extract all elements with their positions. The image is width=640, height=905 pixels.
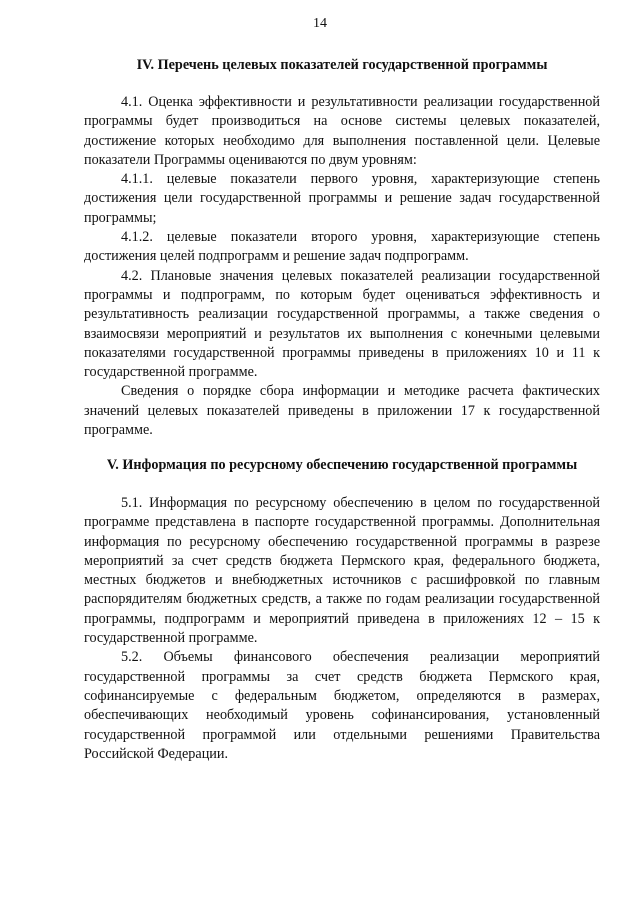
paragraph-4-1-1: 4.1.1. целевые показатели первого уровня, характеризующие степень достижения цели государственной программы и решение задач государственной программы; xyxy=(84,171,600,226)
paragraph-4-1-2: 4.1.2. целевые показатели второго уровня, характеризующие степень достижения целей подпрограмм и решение задач подпрограмм. xyxy=(84,229,600,265)
section-5-body xyxy=(84,494,600,764)
paragraph-4-2: 4.2. Плановые значения целевых показателей реализации государственной программы и подпрограмм, по которым будет оцениваться эффективность и результативность реализации государственной программы, а также сведения о взаимосвязи мероприятий и результатов их выполнения с конечными целевыми показателями государственной программы приведены в приложениях 10 и 11 к государственной программе. xyxy=(84,267,600,381)
paragraph-4-1: 4.1. Оценка эффективности и результативности реализации государственной программы будет производиться на основе системы целевых показателей, достижение которых необходимо для выполнения поставленной цели. Целевые показатели Программы оцениваются по двум уровням: xyxy=(84,94,600,168)
paragraph-5-1: 5.1. Информация по ресурсному обеспечению в целом по государственной программе представлена в паспорте государственной программы. Дополнительная информация по ресурсному обеспечению государственной программы в разрезе мероприятий за счет средств бюджета Пермского края, федерального бюджета, местных бюджетов и внебюджетных источников с расшифровкой по главным распорядителям бюджетных средств, а также по годам реализации государственной программы, подпрограмм и мероприятий приведена в приложениях 12 – 15 к государственной программе. xyxy=(84,495,600,647)
paragraph-5-2: 5.2. Объемы финансового обеспечения реализации мероприятий государственной программы за счет средств бюджета Пермского края, софинансируемые с федеральным бюджетом, определяются в размерах, обеспечивающих необходимый уровень софинансирования, установленный государственной программой или отдельными решениями Правительства Российской Федерации. xyxy=(84,649,600,762)
page-number: 14 xyxy=(313,16,327,31)
paragraph-data-collection: Сведения о порядке сбора информации и методике расчета фактических значений целевых показателей приведены в приложении 17 к государственной программе. xyxy=(84,383,600,439)
section-4-body xyxy=(84,93,600,440)
section-4-heading: IV. Перечень целевых показателей государственной программы xyxy=(136,57,548,73)
section-5-heading: V. Информация по ресурсному обеспечению государственной программы xyxy=(106,457,578,473)
